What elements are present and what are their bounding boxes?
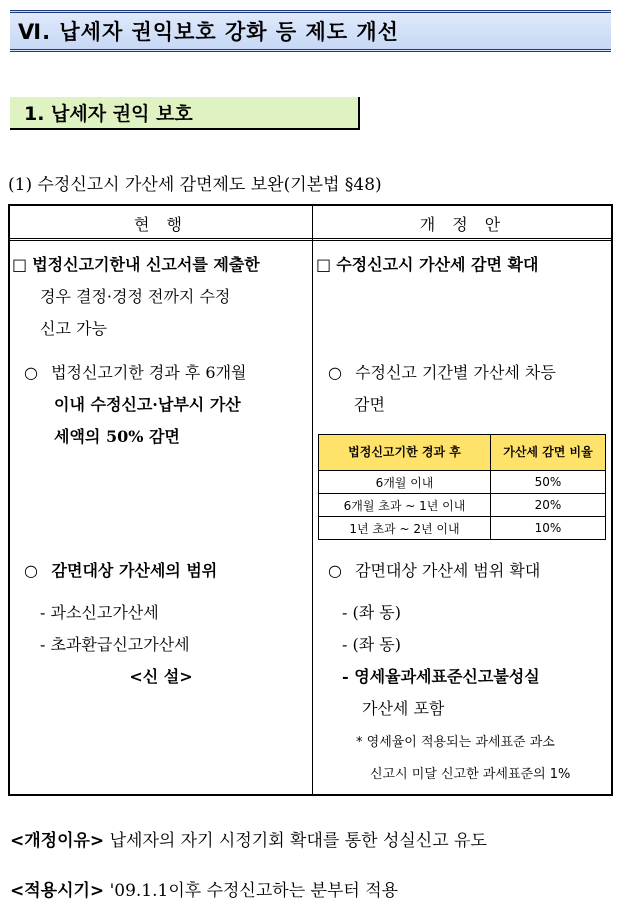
- timing-label: <적용시기>: [10, 881, 105, 901]
- right-dash2: - (좌 동): [342, 635, 401, 654]
- new-provision-tag: <신 설>: [129, 667, 193, 686]
- mini-header-period: 법정신고기한 경과 후: [319, 435, 491, 471]
- right-dash3-line1: - 영세율과세표준신고불성실: [342, 667, 540, 686]
- circle-bullet-icon: ○: [24, 561, 38, 580]
- rate-cell: 10%: [491, 517, 606, 540]
- period-cell: 1년 초과 ~ 2년 이내: [319, 517, 491, 540]
- left-dash2: - 초과환급신고가산세: [40, 635, 190, 654]
- section-heading: [8, 170, 382, 195]
- revised-column-header: 개 정 안: [419, 215, 507, 234]
- left-dash1: - 과소신고가산세: [40, 603, 159, 622]
- chapter-title: Ⅵ. 납세자 권익보호 강화 등 제도 개선: [18, 20, 399, 44]
- right-item1: [316, 250, 538, 280]
- right-dash1: - (좌 동): [342, 603, 401, 622]
- footnote-line2: 신고시 미달 신고한 과세표준의 1%: [370, 767, 571, 782]
- table-row: [319, 494, 606, 517]
- comparison-table: [8, 204, 613, 796]
- left-item3-text: 감면대상 가산세의 범위: [51, 561, 218, 580]
- section-title: (1) 수정신고시 가산세 감면제도 보완: [8, 175, 284, 195]
- circle-bullet-icon: ○: [328, 363, 342, 382]
- right-item1-text: 수정신고시 가산세 감면 확대: [336, 255, 539, 274]
- subsection-title: 1. 납세자 권익 보호: [24, 103, 193, 125]
- square-bullet-icon: □: [316, 255, 332, 274]
- section-reference: (기본법 §48): [283, 175, 382, 195]
- reason-label: <개정이유>: [10, 831, 105, 851]
- left-item1-text-a: 법정신고기한내 신고서를 제출한: [32, 255, 260, 274]
- effective-date: [10, 876, 398, 901]
- right-item3-text: 감면대상 가산세 범위 확대: [355, 561, 541, 580]
- left-item1-line3: 신고 가능: [40, 319, 107, 338]
- left-item2-text-a: 법정신고기한 경과 후 6개월: [51, 363, 247, 382]
- current-column-header: 현 행: [134, 215, 188, 234]
- header-rule: [10, 238, 611, 241]
- table-row: [319, 517, 606, 540]
- right-item2-text-a: 수정신고 기간별 가산세 차등: [355, 363, 556, 382]
- rate-cell: 20%: [491, 494, 606, 517]
- reduction-rate-table: [318, 434, 606, 540]
- mini-header-rate: 가산세 감면 비율: [491, 435, 606, 471]
- left-item2-line2: 이내 수정신고·납부시 가산: [54, 395, 241, 414]
- right-dash3-line2: 가산세 포함: [362, 699, 445, 718]
- timing-text: '09.1.1이후 수정신고하는 분부터 적용: [109, 881, 399, 901]
- reason-text: 납세자의 자기 시정기회 확대를 통한 성실신고 유도: [109, 831, 487, 851]
- left-item1-line2: 경우 결정·경정 전까지 수정: [40, 287, 231, 306]
- left-item1-line1: [12, 250, 260, 280]
- right-item2-line1: [328, 358, 556, 388]
- table-row: [319, 471, 606, 494]
- rate-cell: 50%: [491, 471, 606, 494]
- chapter-banner: [10, 10, 611, 52]
- right-item2-line2: 감면: [354, 395, 385, 414]
- left-item2-line3: 세액의 50% 감면: [54, 427, 180, 446]
- revision-reason: [10, 826, 487, 851]
- square-bullet-icon: □: [12, 255, 28, 274]
- right-item3: [328, 556, 540, 586]
- left-item3: [24, 556, 217, 586]
- column-divider: [312, 206, 313, 794]
- period-cell: 6개월 이내: [319, 471, 491, 494]
- circle-bullet-icon: ○: [328, 561, 342, 580]
- period-cell: 6개월 초과 ~ 1년 이내: [319, 494, 491, 517]
- circle-bullet-icon: ○: [24, 363, 38, 382]
- subsection-banner: [10, 97, 360, 130]
- footnote-line1: * 영세율이 적용되는 과세표준 과소: [356, 735, 555, 750]
- left-item2-line1: [24, 358, 247, 388]
